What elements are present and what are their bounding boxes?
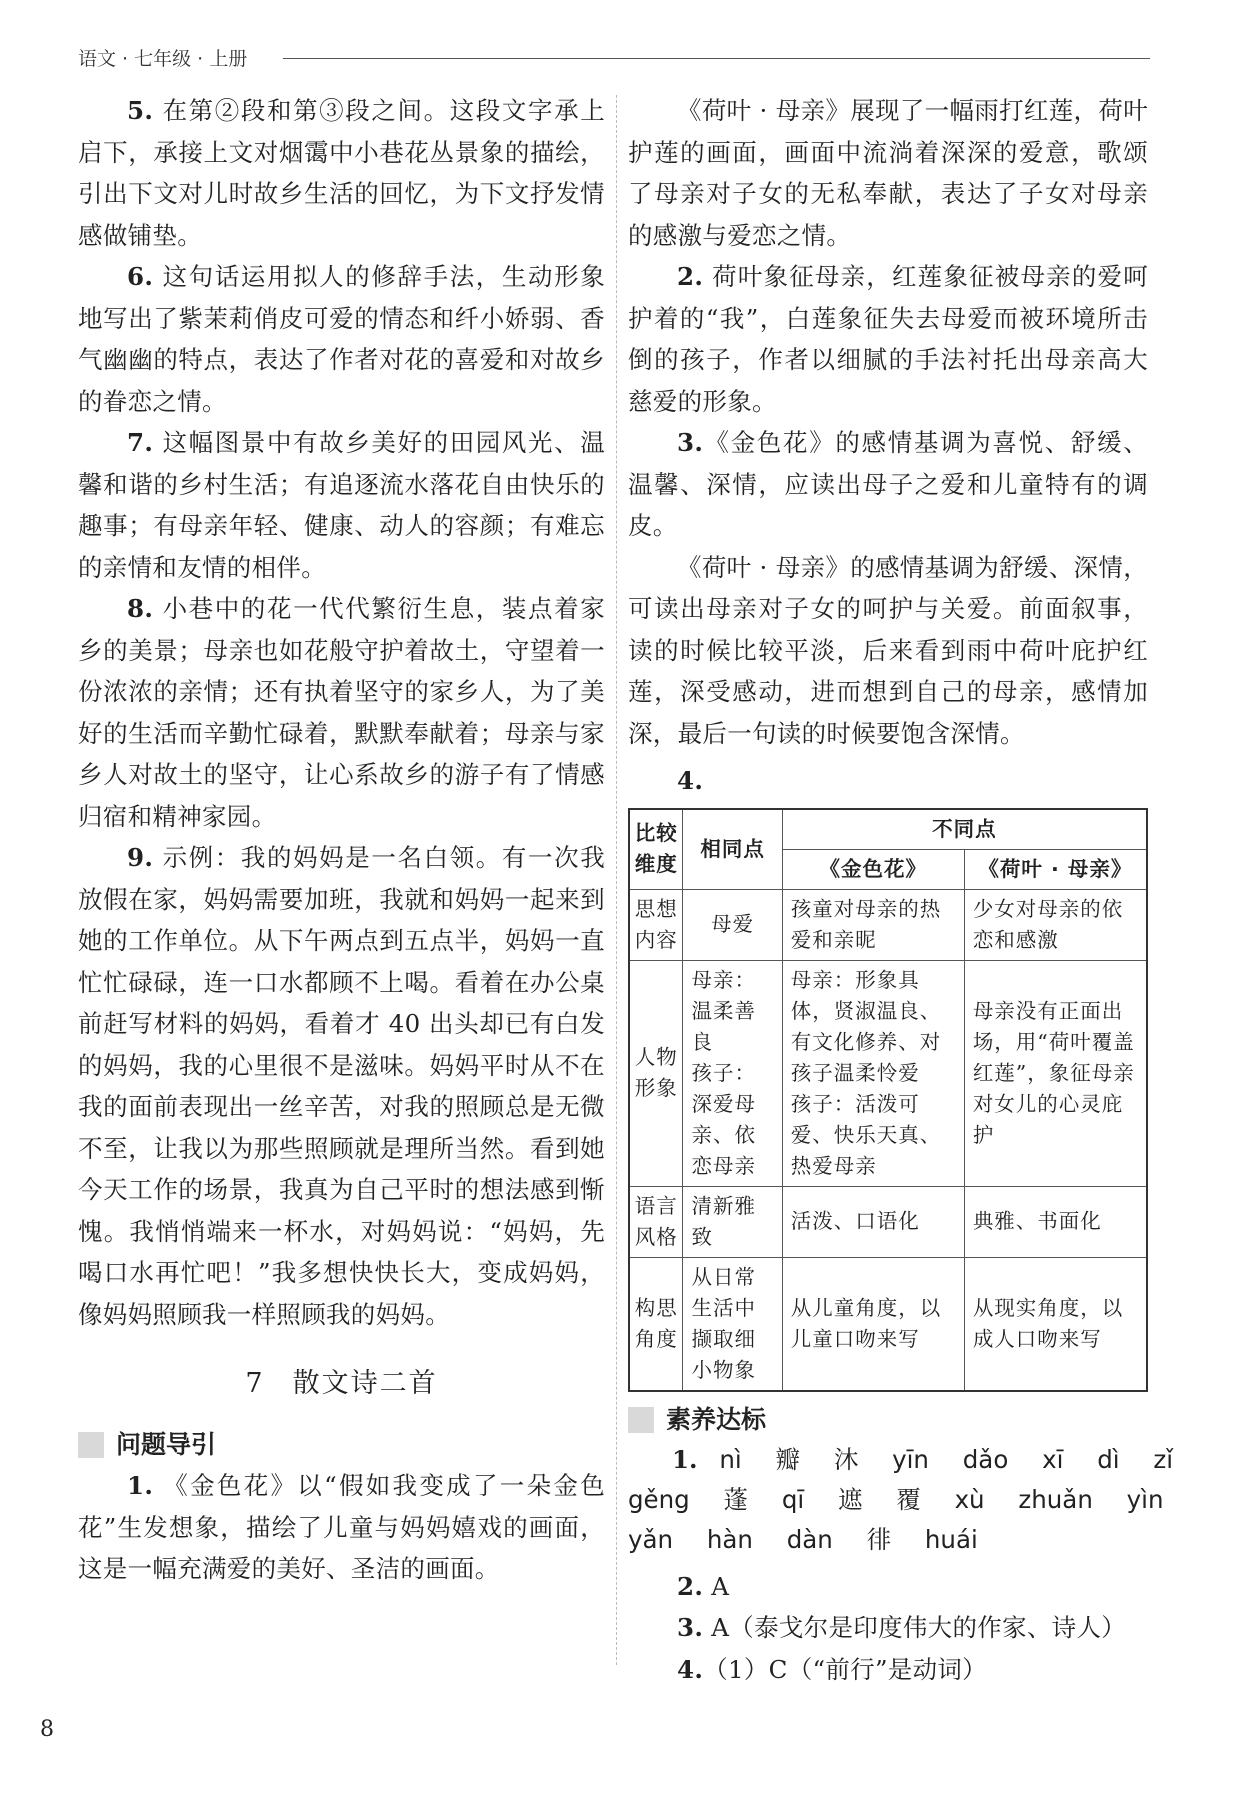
- header-poem1: 《金色花》: [782, 849, 964, 889]
- cell-poem1: 孩童对母亲的热爱和亲昵: [782, 889, 964, 960]
- page-header: [78, 44, 1150, 74]
- answer-paragraph: 5. 在第②段和第③段之间。这段文字承上启下，承接上文对烟霭中小巷花丛景象的描绘，引出下文对儿时故乡生活的回忆，为下文抒发情感做铺垫。: [78, 96, 605, 250]
- cell-poem1: 从儿童角度，以儿童口吻来写: [782, 1257, 964, 1391]
- cell-poem2: 少女对母亲的依恋和感激: [964, 889, 1147, 960]
- cell-poem1: 活泼、口语化: [782, 1186, 964, 1257]
- pinyin-line: gěng 蓬 qī 遮 覆 xù zhuǎn yìn: [628, 1484, 1164, 1514]
- cell-same: 母亲：温柔善良 孩子：深爱母亲、依恋母亲: [683, 960, 782, 1186]
- column-divider: [616, 95, 617, 1665]
- cell-dim: 语言风格: [629, 1186, 683, 1257]
- pinyin-line: yǎn hàn dàn 徘 huái: [628, 1524, 978, 1554]
- answer-paragraph: 2. 荷叶象征母亲，红莲象征被母亲的爱呵护着的“我”，白莲象征失去母爱而被环境所击倒的孩子，作者以细腻的手法衬托出母亲高大慈爱的形象。: [628, 262, 1148, 416]
- cell-dim: 构思角度: [629, 1257, 683, 1391]
- answer-paragraph: 《荷叶 · 母亲》的感情基调为舒缓、深情，可读出母亲对子女的呵护与关爱。前面叙事，读的时候比较平淡，后来看到雨中荷叶庇护红莲，深受感动，进而想到自己的母亲，感情加深，最后一句读的时候要饱含深情。: [628, 552, 1148, 748]
- cell-same: 清新雅致: [683, 1186, 782, 1257]
- cell-poem2: 母亲没有正面出场，用“荷叶覆盖红莲”，象征母亲对女儿的心灵庇护: [964, 960, 1147, 1186]
- section-name: 散文诗二首: [292, 1368, 438, 1399]
- answer-paragraph: 1. 《金色花》以“假如我变成了一朵金色花”生发想象，描绘了儿童与妈妈嬉戏的画面，这是一幅充满爱的美好、圣洁的画面。: [78, 1471, 605, 1583]
- cell-poem2: 典雅、书面化: [964, 1186, 1147, 1257]
- subhead-marker-icon: [628, 1407, 654, 1433]
- header-poem2: 《荷叶 · 母亲》: [964, 849, 1147, 889]
- section-number: 7: [245, 1368, 265, 1399]
- cell-dim: 思想内容: [629, 889, 683, 960]
- right-column: [628, 90, 1174, 1690]
- answer-paragraph: 6. 这句话运用拟人的修辞手法，生动形象地写出了紫茉莉俏皮可爱的情态和纤小娇弱、香气幽幽的特点，表达了作者对花的喜爱和对故乡的眷恋之情。: [78, 262, 605, 416]
- table-row: [629, 1186, 1147, 1257]
- header-title: 语文 · 七年级 · 上册: [78, 48, 248, 70]
- cell-same: 从日常生活中撷取细小物象: [683, 1257, 782, 1391]
- table-row: [629, 889, 1147, 960]
- answer-paragraph: 3. A（泰戈尔是印度伟大的作家、诗人）: [677, 1613, 1127, 1642]
- answer-paragraph: 9. 示例：我的妈妈是一名白领。有一次我放假在家，妈妈需要加班，我就和妈妈一起来到她的工作单位。从下午两点到五点半，妈妈一直忙忙碌碌，连一口水都顾不上喝。看着在办公桌前赶写材料的妈妈，看着才 40 出头却已有白发的妈妈，我的心里很不是滋味。妈妈平时从不在我的面前表现出一丝辛苦，对我的照顾总是无微不至，让我以为那些照顾就是理所当然。看到她今天工作的场景，我真为自己平时的想法感到惭愧。我悄悄端来一杯水，对妈妈说：“妈妈，先喝口水再忙吧！”我多想快快长大，变成妈妈，像妈妈照顾我一样照顾我的妈妈。: [78, 843, 605, 1329]
- cell-poem2: 从现实角度，以成人口吻来写: [964, 1257, 1147, 1391]
- comparison-table: [628, 808, 1148, 1392]
- table-header-row: [629, 809, 1147, 850]
- section-title: [78, 1361, 605, 1407]
- table-row: [629, 960, 1147, 1186]
- answer-paragraph: 《荷叶 · 母亲》展现了一幅雨打红莲，荷叶护莲的画面，画面中流淌着深深的爱意，歌颂了母亲对子女的无私奉献，表达了子女对母亲的感激与爱恋之情。: [628, 96, 1148, 250]
- header-diff: 不同点: [782, 809, 1147, 850]
- answer-paragraph: 2. A: [677, 1571, 730, 1601]
- subhead-marker-icon: [78, 1432, 104, 1458]
- answer-paragraph: 8. 小巷中的花一代代繁衍生息，装点着家乡的美景；母亲也如花般守护着故土，守望着一份浓浓的亲情；还有执着坚守的家乡人，为了美好的生活而辛勤忙碌着，默默奉献着；母亲与家乡人对故土的坚守，让心系故乡的游子有了情感归宿和精神家园。: [78, 594, 605, 831]
- pinyin-line: 1. nì 瓣 沐 yīn dǎo xī dì zǐ: [672, 1444, 1174, 1474]
- header-rule: [283, 58, 1150, 59]
- cell-dim: 人物形象: [629, 960, 683, 1186]
- table-row: [629, 1257, 1147, 1391]
- cell-same: 母爱: [683, 889, 782, 960]
- subhead-literacy: 素养达标: [628, 1400, 1148, 1440]
- table-label: 4.: [677, 766, 704, 795]
- page-number: 8: [40, 1717, 54, 1742]
- header-dim: 比较维度: [629, 809, 683, 890]
- answer-paragraph: 7. 这幅图景中有故乡美好的田园风光、温馨和谐的乡村生活；有追逐流水落花自由快乐的趣事；有母亲年轻、健康、动人的容颜；有难忘的亲情和友情的相伴。: [78, 428, 605, 582]
- answer-paragraph: 3.《金色花》的感情基调为喜悦、舒缓、温馨、深情，应读出母子之爱和儿童特有的调皮。: [628, 428, 1148, 540]
- left-column: [78, 90, 605, 1590]
- subhead-guide: 问题导引: [78, 1425, 605, 1465]
- header-same: 相同点: [683, 809, 782, 890]
- answer-paragraph: 4.（1）C（“前行”是动词）: [677, 1654, 987, 1684]
- cell-poem1: 母亲：形象具体，贤淑温良、有文化修养、对孩子温柔怜爱 孩子：活泼可爱、快乐天真、热爱母亲: [782, 960, 964, 1186]
